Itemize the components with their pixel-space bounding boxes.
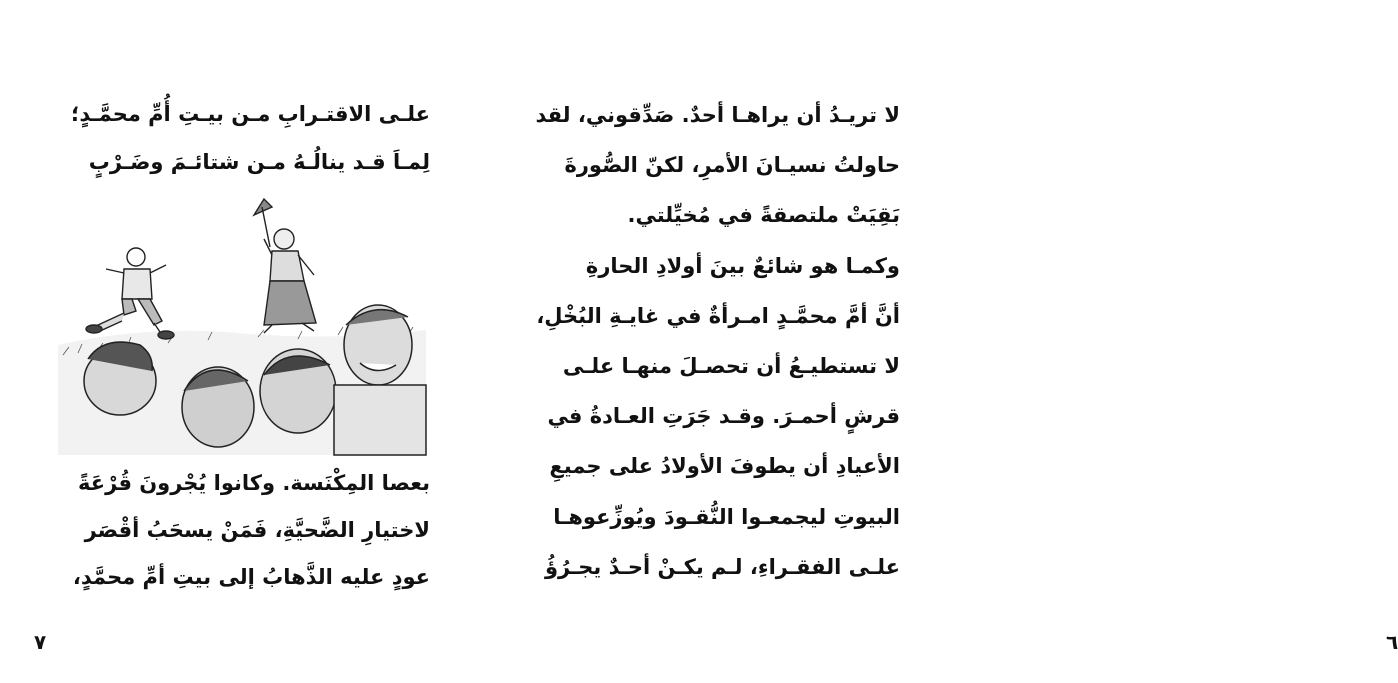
text-line: عودٍ عليه الذَّهابُ إلى بيتِ أمِّ محمَّدٍ، [72, 565, 430, 589]
left-page [0, 0, 480, 683]
text-line: لا تريـدُ أن يراهـا أحدٌ. صَدِّقوني، لقد [535, 103, 900, 127]
page-number: ٧ [34, 630, 47, 654]
text-line: لاختيارِ الضَّحيَّةِ، فَمَنْ يسحَبُ أقْصَر [84, 518, 430, 542]
right-page [480, 0, 1398, 683]
text-line: أنَّ أمَّ محمَّـدٍ امـرأةٌ في غايـةِ البُخْلِ، [536, 303, 900, 328]
left-page-top-text [60, 90, 430, 186]
left-page-bottom-text [60, 460, 430, 601]
text-line: الأعيادِ أن يطوفَ الأولادُ على جميعِ [549, 454, 900, 479]
text-line: بعصا المِكْنَسة. وكانوا يُجْرونَ قُرْعَةً [78, 471, 430, 495]
text-line: علـى الاقتـرابِ مـن بيـتِ أُمِّ محمَّـدٍ؛ [70, 102, 430, 126]
right-page-text [535, 90, 900, 592]
text-line: علـى الفقـراءِ، لـم يكـنْ أحـدٌ يجـرُؤُ [544, 554, 900, 579]
text-line: وكمـا هو شائعٌ بينَ أولادِ الحارةِ [585, 253, 900, 278]
text-line: حاولتُ نسيـانَ الأمرِ، لكنّ الصُّورةَ [564, 153, 900, 178]
text-line: بَقِيَتْ ملتصقةً في مُخيِّلتي. [627, 203, 900, 228]
children-running-illustration [58, 195, 426, 455]
page-number: ٦ [1386, 630, 1398, 654]
text-line: لِمـاَ قـد ينالُـهُ مـن شتائـمَ وضَـرْبٍ [88, 150, 430, 174]
text-line: البيوتِ ليجمعـوا النُّقـودَ ويُوزِّعوهـا [553, 504, 900, 529]
text-line: لا تستطيـعُ أن تحصـلَ منهـا علـى [562, 353, 900, 378]
text-line: قرشٍ أحمـرَ. وقـد جَرَتِ العـادةُ في [547, 404, 900, 429]
